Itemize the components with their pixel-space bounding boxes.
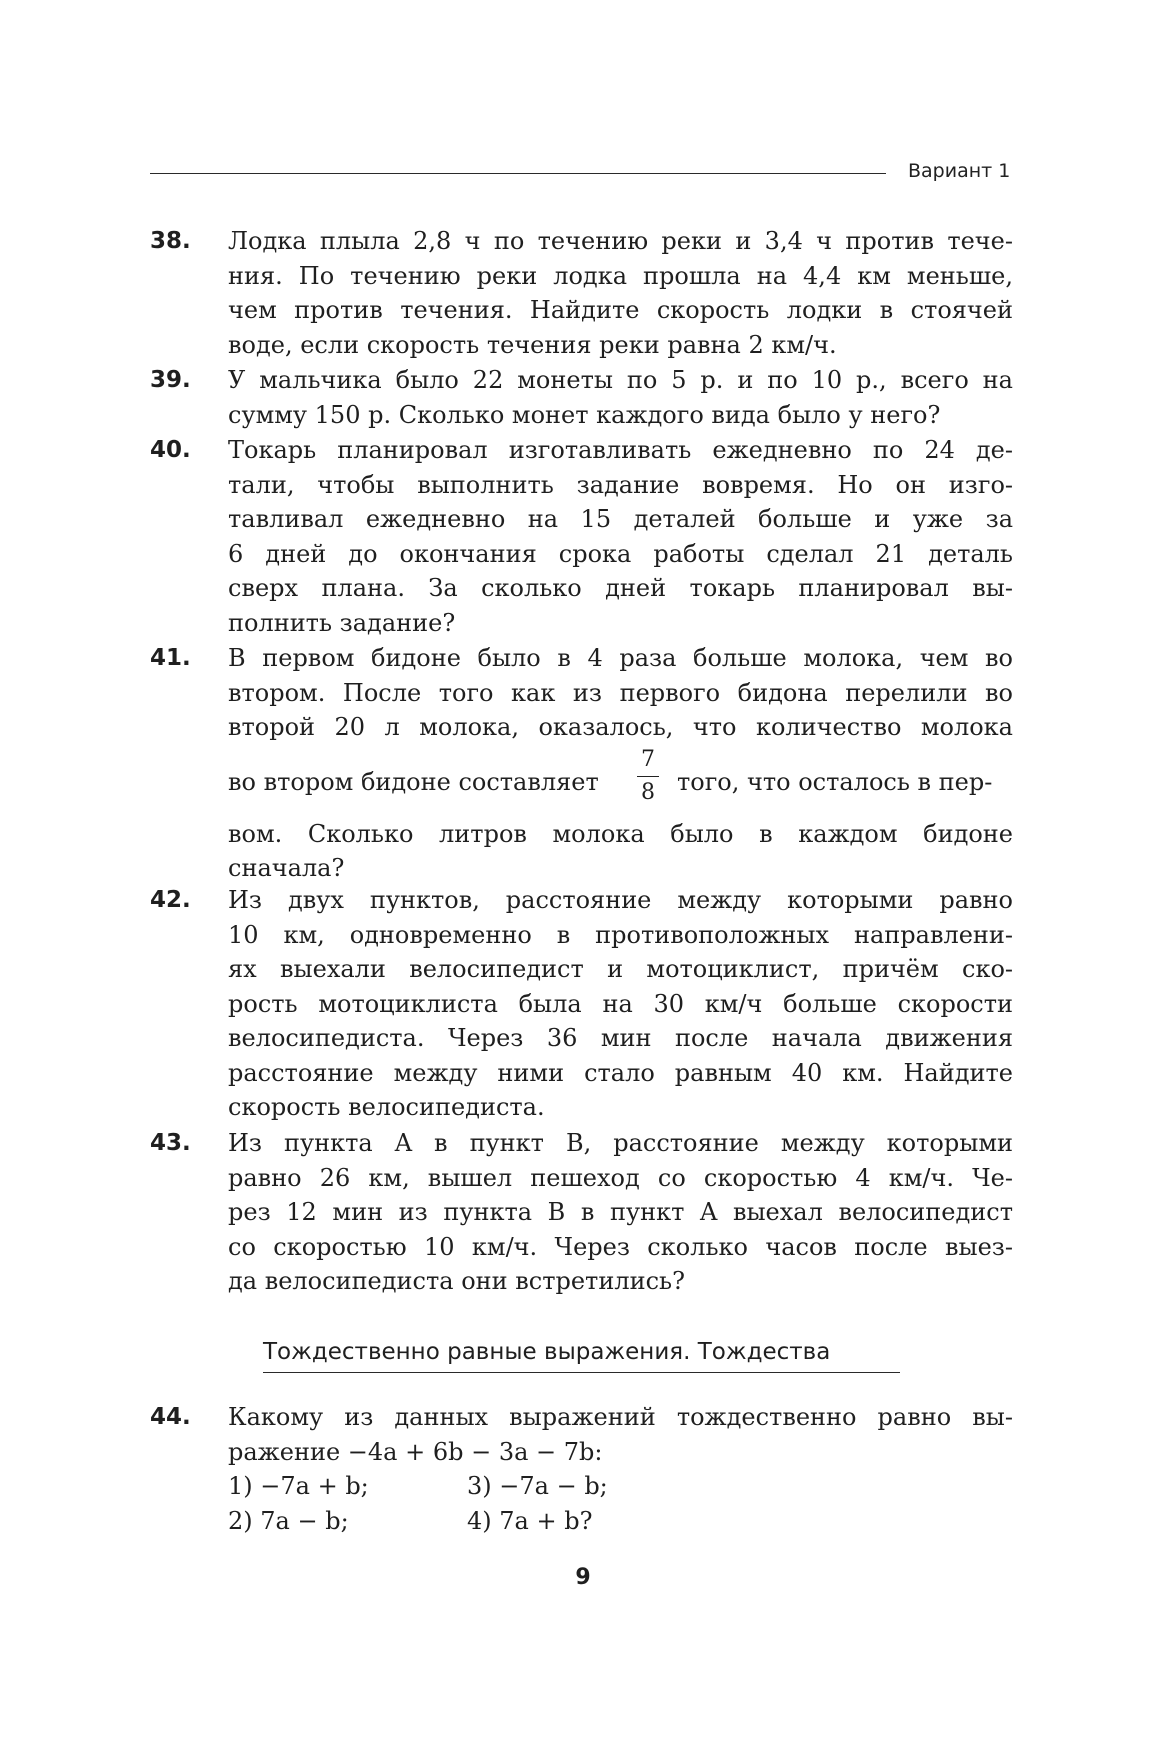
- text-line: воде, если скорость течения реки равна 2 км/ч.: [228, 330, 837, 359]
- text-line: Токарь планировал изготавливать ежедневно по 24 де-: [228, 436, 1013, 464]
- text-line: рез 12 мин из пункта B в пункт A выехал велосипедист: [228, 1198, 1013, 1226]
- text-line: 6 дней до окончания срока работы сделал 21 деталь: [228, 539, 1013, 568]
- problem-number: 42.: [150, 887, 191, 913]
- text-line: В первом бидоне было в 4 раза больше молока, чем во: [228, 644, 1013, 672]
- text-line: сверх плана. За сколько дней токарь планировал вы-: [228, 574, 1013, 602]
- fraction-numerator: 7: [641, 746, 655, 772]
- problem-number: 40.: [150, 437, 191, 463]
- text-line: тали, чтобы выполнить задание вовремя. Но он изго-: [228, 470, 1013, 499]
- problem-text: [228, 641, 1013, 886]
- problem-text: [228, 363, 1013, 432]
- text-line: рость мотоциклиста была на 30 км/ч больше скорости: [228, 989, 1013, 1018]
- section-underline: [263, 1372, 900, 1373]
- problem-number: 39.: [150, 367, 191, 393]
- text-line: да велосипедиста они встретились?: [228, 1267, 685, 1295]
- answer-option: 2) 7a − b;: [228, 1507, 349, 1535]
- problem-number: 43.: [150, 1130, 191, 1156]
- text-line: второй 20 л молока, оказалось, что количество молока: [228, 713, 1013, 741]
- text-line: Лодка плыла 2,8 ч по течению реки и 3,4 ч против тече-: [228, 227, 1013, 255]
- header-rule: [150, 173, 886, 174]
- problem-text: [228, 433, 1013, 640]
- answer-option: 1) −7a + b;: [228, 1472, 369, 1500]
- text-line: сначала?: [228, 854, 345, 882]
- text-segment: во втором бидоне составляет: [228, 767, 599, 796]
- section-title: Тождественно равные выражения. Тождества: [263, 1339, 831, 1365]
- answer-option: 4) 7a + b?: [467, 1507, 593, 1535]
- text-line: втором. После того как из первого бидона перелили во: [228, 678, 1013, 707]
- fraction-denominator: 8: [641, 779, 655, 805]
- text-line: полнить задание?: [228, 608, 456, 637]
- problem-number: 44.: [150, 1404, 191, 1430]
- fraction-line: [228, 745, 1013, 817]
- problem-text: [228, 1126, 1013, 1299]
- variant-label: Вариант 1: [908, 160, 1011, 182]
- text-line: велосипедиста. Через 36 мин после начала движения: [228, 1024, 1013, 1052]
- text-line: ях выехали велосипедист и мотоциклист, причём ско-: [228, 955, 1013, 983]
- problem-number: 38.: [150, 228, 191, 254]
- text-line: чем против течения. Найдите скорость лодки в стоячей: [228, 296, 1013, 324]
- fraction-bar: [637, 776, 659, 777]
- answer-option: 3) −7a − b;: [467, 1472, 608, 1500]
- text-line: У мальчика было 22 монеты по 5 р. и по 10 р., всего на: [228, 366, 1013, 394]
- text-line: ния. По течению реки лодка прошла на 4,4 км меньше,: [228, 261, 1013, 290]
- text-line: тавливал ежедневно на 15 деталей больше и уже за: [228, 505, 1013, 533]
- fraction: [637, 745, 659, 808]
- text-line: Из пункта A в пункт B, расстояние между которыми: [228, 1129, 1013, 1157]
- text-line: Из двух пунктов, расстояние между которыми равно: [228, 886, 1013, 914]
- text-line: ражение −4a + 6b − 3a − 7b:: [228, 1437, 603, 1466]
- problem-text: [228, 883, 1013, 1125]
- problem-number: 41.: [150, 645, 191, 671]
- text-segment: того, что осталось в пер-: [677, 767, 993, 796]
- text-line: Какому из данных выражений тождественно равно вы-: [228, 1403, 1013, 1431]
- page-number: 9: [575, 1565, 591, 1590]
- text-line: сумму 150 р. Сколько монет каждого вида было у него?: [228, 400, 941, 429]
- text-line: равно 26 км, вышел пешеход со скоростью 4 км/ч. Че-: [228, 1163, 1013, 1192]
- text-line: 10 км, одновременно в противоположных направлени-: [228, 920, 1013, 949]
- text-line: со скоростью 10 км/ч. Через сколько часов после выез-: [228, 1232, 1013, 1261]
- problem-text: [228, 1400, 1013, 1469]
- problem-text: [228, 224, 1013, 362]
- text-line: расстояние между ними стало равным 40 км. Найдите: [228, 1058, 1013, 1087]
- text-line: вом. Сколько литров молока было в каждом бидоне: [228, 819, 1013, 848]
- text-line: скорость велосипедиста.: [228, 1093, 545, 1121]
